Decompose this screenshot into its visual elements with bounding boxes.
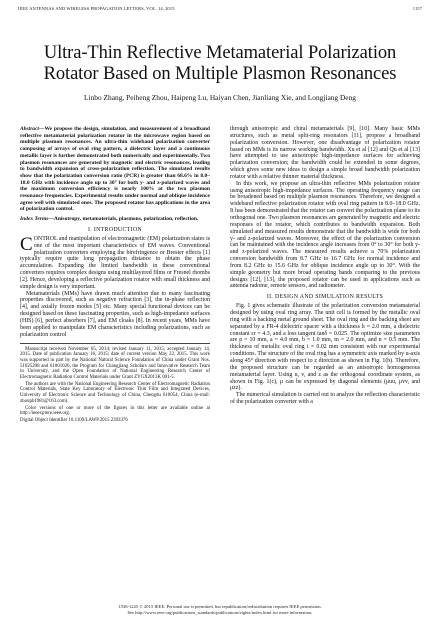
intro-paragraph-3: through anisotropic and chiral metamaterials [9], [10]. Many basic MMs structures, such as metal split-ring resonators [11], propose a broadband polarization conversion. However, one disadvantage of polarization rotator based on MMs is its narrow working bandwidth. Xu et al [12] and Qu et al [13] have attempted to use anisotropic high-impedance surfaces for achieving polarization conversion; the bandwidth could be extended in some degrees, which gives some new ideas to design a simple broad bandwidth polarization rotator with a relative thinner material thickness.: [230, 126, 420, 180]
journal-name: IEEE ANTENNAS AND WIRELESS PROPAGATION LETTERS, VOL. 14, 2015: [18, 6, 175, 11]
abstract-text: We propose the design, simulation, and measurement of a broadband reflective metamaterial polarization rotator in the microwave region based on multiple plasmon resonances. An ultra-thin wideband polarization converter composing of arrays of oval ring pattern, a dielectric layer and a continuous metallic layer is further demonstrated both numerically and experimentally. Two plasmon resonances are generated by magnetic and electric resonances, leading to bandwidth expansion of cross-polarization reflection. The simulated results show that the polarization conversion ratio (PCR) is greater than 68.6% in 8.0–18.0 GHz with incidence angle up to 30° for both y- and z-polarized waves and the maximum conversion efficiency is nearly 100% at the two plasmon resonance frequencies. Experimental results under normal and oblique incidence agree well with simulated ones. The proposed rotator has applications in the area of polarization control.: [20, 126, 210, 213]
intro-paragraph-2: Metamaterials (MMs) have drawn much attention due to many fascinating properties discovered, such as negative refraction [3], the in-phase reflection [4], and axially frozen modes [5] etc. Many special functional devices can be designed based on these fascinating properties, such as high-impedance surfaces (HIS) [6], perfect absorbers [7], and EM cloaks [8]. In recent years, MMs have been applied to manipulate EM characteristics including polarizations, such as polarization control: [20, 290, 210, 338]
paper-title: [20, 43, 420, 85]
footnote-doi: Digital Object Identifier 10.1109/LAWP.2015.2393376: [20, 417, 128, 423]
index-terms-text: Anisotropy, metamaterials, plasmons, polarization, reflection.: [53, 216, 199, 223]
copyright-footer: [20, 604, 420, 615]
index-terms: [20, 216, 210, 223]
right-column: [230, 126, 420, 406]
abstract: [20, 126, 210, 213]
footnote-affiliation: The authors are with the National Engineering Research Center of Electromagnetic Radiation Control Materials, State Key Laboratory of Electronic Thin Film and Integrated Devices, University of Electronic Science and Technology of China, Chengdu 610054, China (e-mail: zhoupb1981@163.com).: [20, 381, 210, 404]
footnote-color: Color versions of one or more of the figures in this letter are available online at http://ieeexplore.ieee.org.: [20, 405, 210, 417]
title-line-2: Rotator Based on Multiple Plasmon Resonances: [43, 64, 397, 84]
intro-paragraph-1: [20, 233, 210, 291]
section-heading-introduction: I. INTRODUCTION: [88, 226, 142, 233]
footer-line-2: See http://www.ieee.org/publications_standards/publications/rights/index.html for more information.: [127, 609, 313, 615]
design-paragraph-2: The numerical simulation is carried out to analyze the reflection characteristic of the polarization converter with a: [230, 392, 420, 406]
index-terms-lead: Index Terms—: [20, 216, 54, 223]
author-list: Linbo Zhang, Peiheng Zhou, Haipeng Lu, Haiyan Chen, Jianliang Xie, and Longjiang Deng: [84, 93, 356, 102]
section-heading-design: II. DESIGN AND SIMULATION RESULTS: [266, 294, 384, 301]
footnote: [20, 343, 210, 424]
intro-paragraph-1-text: ONTROL and manipulation of electromagnetic (EM) polarization states is one of the most important characteristics of EM waves. Conventional polarization converters employing the birefringence or Brester effects [1] typically require quite long propagation distance to obtain the phase accumulation. Expanding the limited bandwidth in these conventional converters requires complex designs using multilayered films or Fresnel rhombs [2]. Hence, developing a reflective polarization rotator with small thickness and simple design is very important.: [20, 235, 210, 290]
intro-paragraph-4: In this work, we propose an ultra-thin reflective MMs polarization rotator using anisotropic high-impedance surfaces. The operating frequency range can be broadened based on multiple plasmon resonances. Therefore, we designed a wideband reflective polarization rotator with oval ring pattern in 8.0–18.0 GHz. It has been demonstrated that the rotator can convert the polarization plane to its orthogonal one. Two plasmon resonances are generated by magnetic and electric responses of the rotator, which contributes to bandwidth expansion. Both simulated and measured results demonstrate that the bandwidth is wide for both y- and z-polarized waves. Moreover, the effect of the polarization conversion can be maintained with the incidence angle increases from 0° to 30° for both y- and z-polarized waves. The measured results achieve a 70% polarization conversion bandwidth from 8.7 GHz to 16.7 GHz for normal incidence and from 8.2 GHz to 15.6 GHz for oblique incidence angle up to 30°. With the simple geometry but more broad operating bands comparing to the previous designs [12], [13], the proposed rotator can be used in applications such as antenna radome, remote sensors, and radiometer.: [230, 180, 420, 290]
left-column: [20, 126, 210, 425]
abstract-lead: Abstract—: [20, 126, 45, 132]
design-paragraph-1: Fig. 1 gives schematic illustrate of the polarization conversion metamaterial designed by using oval ring array. The unit cell is formed by the metallic oval ring with a backing metal ground sheet. The oval ring and the backing sheet are separated by a FR-4 dielectric spacer with a thickness h = 2.0 mm, a dielectric constant εr = 4.3, and a loss tangent tanδ = 0.025. The optimize size parameters are p = 10 mm, a = 4.0 mm, b = 1.0 mm, m = 2.0 mm, and n = 0.5 mm. The thickness of metallic oval ring t = 0.02 mm consistent with our experimental conditions. The structure of the oval ring has a symmetric axis marked by u-axis along 45° direction with respect to z direction as shown in Fig. 1(b). Therefore, the proposed structure can be regarded as an anisotropic homogeneous metamaterial layer. Using u, v, and z as the orthogonal coordinate system, as shown in Fig. 1(c), μ can be expressed by diagonal elements (μuu, μvv, and μzz).: [230, 303, 420, 392]
footnote-manuscript: Manuscript received November 05, 2014; revised January 11, 2015; accepted January 14, 2015. Date of publication January 16, 2015; date of current version May 22, 2015. This work was supported in part by the National Natural Science Foundation of China under Grant Nos. 51025208 and 61001026, the Program for Changjiang Scholars and Innovative Research Team in University, and the Open Foundation of National Engineering Research Center of Electromagnetic Radiation Control Materials under Grant ZYGX2013K 001-5.: [20, 346, 210, 381]
title-line-1: Ultra-Thin Reflective Metamaterial Polarization: [43, 43, 397, 63]
drop-cap: C: [20, 233, 33, 255]
page-number: 1157: [412, 6, 422, 11]
footer-line-1: 1536-1225 © 2015 IEEE. Personal use is permitted, but republication/redistribution requires IEEE permission.: [118, 604, 322, 609]
running-head: [18, 6, 422, 16]
